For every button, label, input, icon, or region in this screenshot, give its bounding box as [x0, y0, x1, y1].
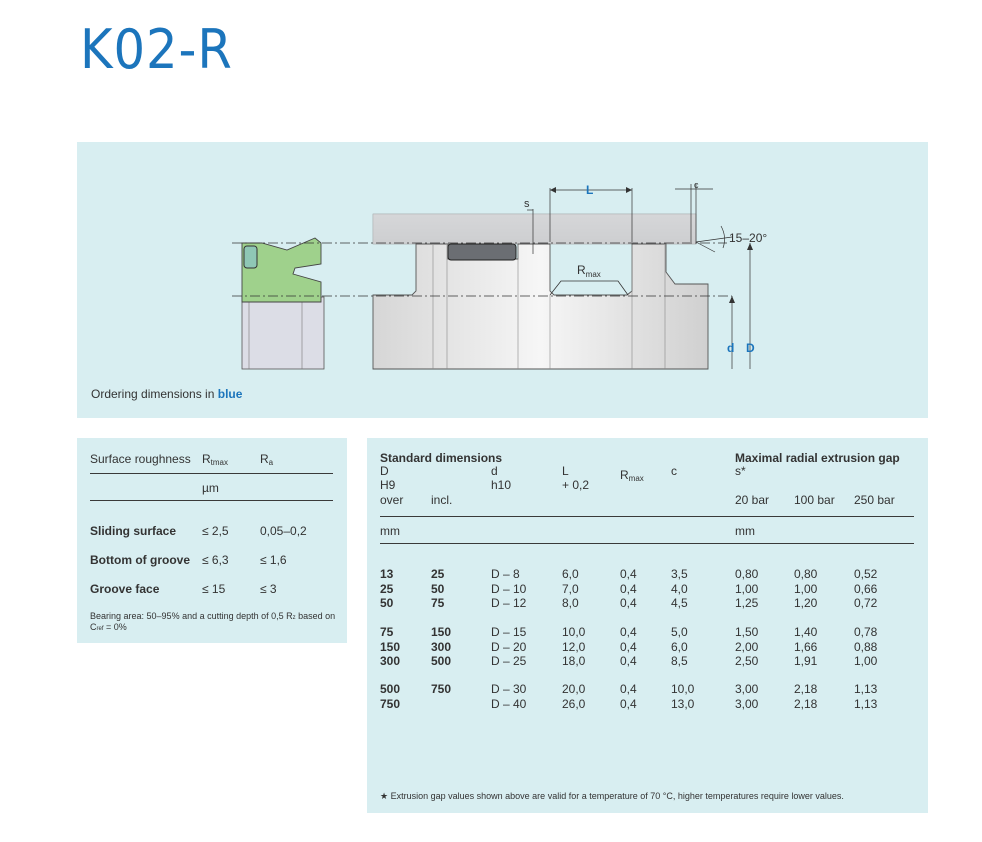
roughness-col-rtmax: $R_{tmax}$ — [202, 452, 229, 467]
table-row: 750 — [431, 682, 452, 696]
label-L: L — [586, 183, 594, 197]
label-D: D — [746, 341, 755, 355]
page-title: K02-R — [80, 18, 233, 81]
standard-header: Standard dimensions — [380, 451, 503, 465]
roughness-row-rtmax: ≤ 15 — [202, 582, 226, 596]
table-row: 0,4 0,4 0,4 — [620, 625, 637, 668]
table-row: 0,4 0,4 0,4 — [620, 567, 637, 610]
drawing-panel — [77, 142, 928, 418]
roughness-row-rtmax: ≤ 6,3 — [202, 553, 229, 567]
table-row: 1,50 2,00 2,50 — [735, 625, 759, 668]
roughness-row-label: Sliding surface — [90, 524, 177, 538]
table-row: 0,4 0,4 — [620, 682, 637, 711]
ordering-note: Ordering dimensions in blue — [91, 387, 243, 401]
piston-body — [373, 244, 708, 369]
table-row: 25 50 75 — [431, 567, 445, 610]
standard-dimensions-panel — [367, 438, 928, 813]
table-row: 3,5 4,0 4,5 — [671, 567, 688, 610]
roughness-row-ra: ≤ 1,6 — [260, 553, 287, 567]
surface-roughness-panel — [77, 438, 347, 643]
roughness-note-line1: Bearing area: 50–95% and a cutting depth of 0,5 Rz based on — [90, 611, 336, 621]
table-row: 0,78 0,88 1,00 — [854, 625, 878, 668]
roughness-unit: µm — [202, 481, 219, 495]
roughness-row-ra: 0,05–0,2 — [260, 524, 307, 538]
unit-right: mm — [735, 524, 755, 538]
table-row: 0,52 0,66 0,72 — [854, 567, 878, 610]
table-row: 1,13 1,13 — [854, 682, 878, 711]
col-c: c — [671, 464, 677, 478]
label-s: s — [524, 198, 530, 210]
extrusion-gap-header: Maximal radial extrusion gap — [735, 451, 900, 465]
table-row: 2,18 2,18 — [794, 682, 818, 711]
seal-body-section — [242, 297, 324, 369]
table-row: 1,40 1,66 1,91 — [794, 625, 818, 668]
unit-left: mm — [380, 524, 400, 538]
extrusion-footnote: ★ Extrusion gap values shown above are valid for a temperature of 70 °C, higher temperatures require lower values. — [380, 791, 844, 801]
seal-inner-ring — [244, 246, 257, 268]
table-row: 75 150 300 — [380, 625, 401, 668]
label-d: d — [727, 341, 735, 355]
roughness-row-label: Bottom of groove — [90, 553, 190, 567]
col-D-tol: H9 — [380, 478, 396, 492]
table-row: 20,0 26,0 — [562, 682, 586, 711]
table-row: D – 15 D – 20 D – 25 — [491, 625, 527, 668]
table-row: 10,0 12,0 18,0 — [562, 625, 586, 668]
seal-cross-section-drawing — [77, 142, 928, 418]
roughness-note-line2: Cref = 0% — [90, 622, 127, 632]
ordering-note-highlight: blue — [217, 387, 243, 401]
table-row: 0,80 1,00 1,20 — [794, 567, 818, 610]
col-over: over — [380, 493, 404, 507]
col-100bar: 100 bar — [794, 493, 835, 507]
col-rmax: $R_{max}$ — [620, 468, 644, 483]
table-row: 3,00 3,00 — [735, 682, 759, 711]
label-angle: 15–20° — [729, 231, 768, 245]
table-row: 10,0 13,0 — [671, 682, 695, 711]
col-L: L — [562, 464, 569, 478]
table-row: 13 25 50 — [380, 567, 394, 610]
table-row: 500 750 — [380, 682, 401, 711]
col-20bar: 20 bar — [735, 493, 770, 507]
table-row: 0,80 1,00 1,25 — [735, 567, 759, 610]
label-c: c — [694, 180, 699, 190]
table-row: D – 30 D – 40 — [491, 682, 527, 711]
roughness-row-rtmax: ≤ 2,5 — [202, 524, 229, 538]
col-d: d — [491, 464, 498, 478]
groove-ring — [448, 244, 516, 260]
label-rmax: $R_{max}$ — [577, 263, 601, 279]
table-row: 5,0 6,0 8,5 — [671, 625, 688, 668]
table-row: 6,0 7,0 8,0 — [562, 567, 579, 610]
roughness-row-ra: ≤ 3 — [260, 582, 277, 596]
roughness-header-label: Surface roughness — [90, 452, 191, 466]
col-L-tol: + 0,2 — [562, 478, 590, 492]
roughness-col-ra: $R_a$ — [260, 452, 274, 467]
col-D: D — [380, 464, 389, 478]
table-row: 150 300 500 — [431, 625, 452, 668]
roughness-row-label: Groove face — [90, 582, 160, 596]
col-gap-symbol: s* — [735, 464, 746, 478]
col-d-tol: h10 — [491, 478, 512, 492]
table-row: D – 8 D – 10 D – 12 — [491, 567, 527, 610]
col-250bar: 250 bar — [854, 493, 895, 507]
col-incl: incl. — [431, 493, 453, 507]
